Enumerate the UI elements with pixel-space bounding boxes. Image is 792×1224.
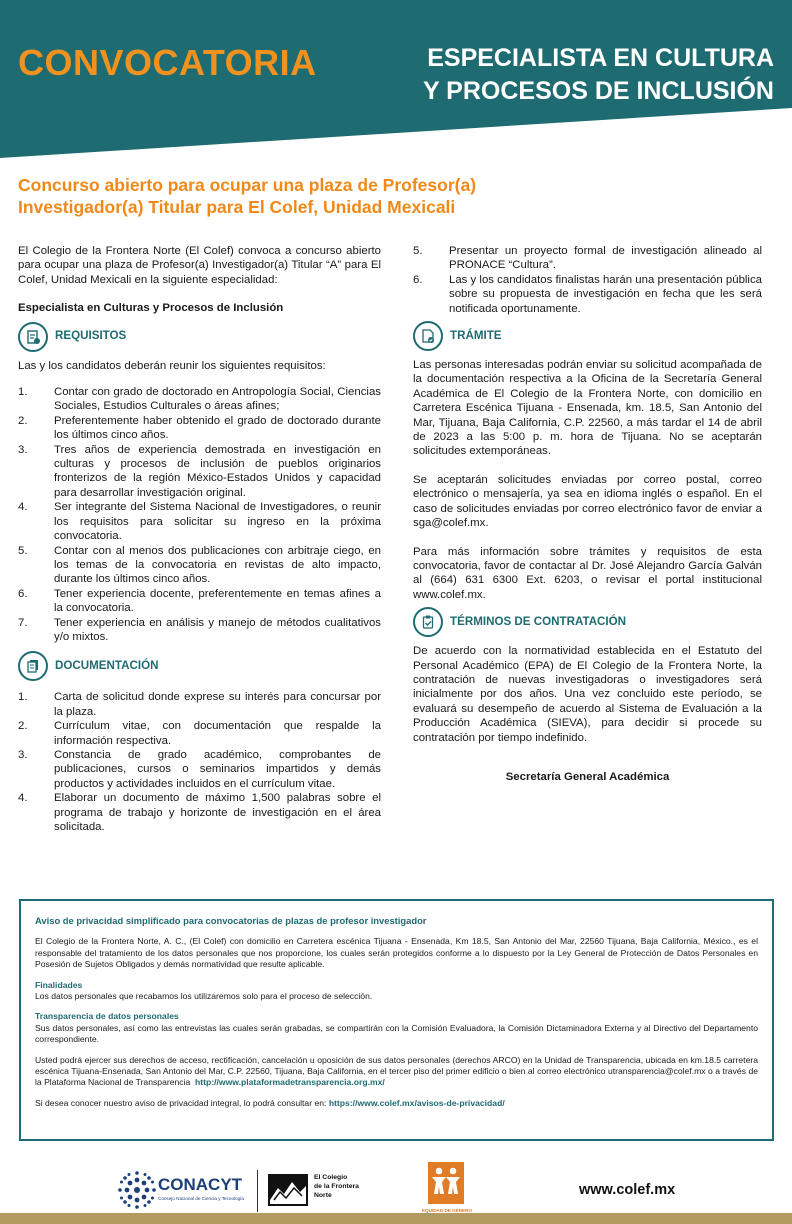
list-item-number: 4. — [18, 501, 28, 514]
privacy-heading: Aviso de privacidad simplificado para convocatorias de plazas de profesor investigador — [35, 915, 427, 926]
privacy-notice-box — [19, 899, 774, 1141]
list-item-number: 2. — [18, 720, 28, 733]
requisitos-heading — [18, 321, 381, 353]
document-check-icon — [413, 321, 443, 351]
colef-name-line2: de la Frontera — [314, 1183, 359, 1190]
colef-name-line3: Norte — [314, 1192, 332, 1199]
integral-text: Si desea conocer nuestro aviso de privacidad integral, lo podrá consultar en: — [35, 1097, 327, 1108]
equidad-label: EQUIDAD DE GÉNERO — [421, 1208, 473, 1213]
list-item-number: 4. — [18, 792, 28, 805]
colef-name-line1: El Colegio — [314, 1174, 348, 1181]
list-item-text: Contar con al menos dos publicaciones con arbitraje ciego, en los temas de la convocatoria en revistas de alto impacto, durante los últimos cinco años. — [54, 544, 381, 586]
arco-paragraph — [35, 1055, 758, 1089]
list-item — [18, 690, 381, 719]
page-title — [18, 174, 618, 218]
conacyt-name: CONACYT — [158, 1175, 243, 1194]
clipboard-check-icon — [413, 607, 443, 637]
list-item-text: Presentar un proyecto formal de investigación alineado al PRONACE “Cultura”. — [449, 245, 762, 272]
conacyt-subtitle: Consejo Nacional de Ciencia y Tecnología — [158, 1196, 244, 1201]
header-position-line1: ESPECIALISTA EN CULTURA — [427, 44, 774, 72]
list-item — [18, 500, 381, 543]
header-band — [0, 0, 792, 158]
integral-paragraph — [35, 1098, 758, 1109]
terminos-label: TÉRMINOS DE CONTRATACIÓN — [450, 614, 627, 628]
list-item — [18, 748, 381, 791]
list-item — [18, 385, 381, 414]
list-item-number: 2. — [18, 414, 28, 427]
page-title-line2: Investigador(a) Titular para El Colef, Unidad Mexicali — [18, 197, 456, 217]
list-item — [413, 244, 762, 273]
footer-gold-bar — [0, 1213, 792, 1224]
right-column — [413, 244, 762, 784]
list-item-text: Constancia de grado académico, comprobantes de publicaciones, cursos o seminarios impartidos y demás productos y actividades incluidos en el currículum vitae. — [54, 748, 381, 790]
left-column — [18, 244, 381, 834]
arco-text: Usted podrá ejercer sus derechos de acceso, rectificación, cancelación u oposición de sus datos personales (derechos ARCO) en la Unidad de Transparencia, ubicada en km.18.5 carretera escénica Tijuana-Ensenada, San Antonio del Mar, C.P. 22560, Tijuana, Baja California, en el tercer piso del primer edificio o bien al correo electrónico utransparencia@colef.mx o a través de la Plataforma Nacional de Transparencia — [35, 1054, 758, 1088]
list-item-text: Ser integrante del Sistema Nacional de Investigadores, o reunir los requisitos para solicitar su ingreso en la próxima convocatoria. — [54, 501, 381, 543]
header-title: CONVOCATORIA — [18, 42, 317, 83]
list-item — [18, 587, 381, 616]
documentacion-list — [18, 690, 381, 834]
tramite-paragraph-2: Se aceptarán solicitudes enviadas por correo postal, correo electrónico o mensajería, ya sea en idioma inglés o español. En el caso de solicitudes enviadas por correo electrónico favor de enviar a sga@colef.mx. — [413, 473, 762, 530]
documentacion-list-continued — [413, 244, 762, 316]
list-item-number: 1. — [18, 386, 28, 399]
list-item — [413, 273, 762, 316]
equidad-de-genero-logo-icon — [428, 1162, 464, 1204]
tramite-paragraph-1: Las personas interesadas podrán enviar su solicitud acompañada de la documentación respectiva a la Oficina de la Secretaría General Académica de El Colegio de la Frontera Norte, con domicilio en Carretera Escénica Tijuana - Ensenada, km. 18.5, San Antonio del Mar, Tijuana, Baja California, C.P. 22560, a más tardar el 14 de abril de 2023 a las 5:00 p. m. hora de Tijuana. No se aceptarán solicitudes extemporáneas. — [413, 359, 762, 458]
transparencia-title: Transparencia de datos personales — [35, 1011, 179, 1022]
list-item-number: 5. — [18, 544, 28, 557]
finalidades-text: Los datos personales que recabamos los utilizaremos solo para el proceso de selección. — [35, 991, 373, 1002]
checklist-icon — [18, 322, 48, 352]
list-item-number: 3. — [18, 748, 28, 761]
website-label[interactable]: www.colef.mx — [579, 1182, 676, 1198]
list-item — [18, 719, 381, 748]
list-item-text: Las y los candidatos finalistas harán una presentación pública sobre su propuesta de investigación en fecha que les será notificada oportunamente. — [449, 273, 762, 315]
tramite-label: TRÁMITE — [450, 328, 502, 342]
page-title-line1: Concurso abierto para ocupar una plaza de Profesor(a) — [18, 175, 477, 195]
list-item-text: Carta de solicitud donde exprese su interés para concursar por la plaza. — [54, 691, 381, 718]
list-item-number: 7. — [18, 616, 28, 629]
list-item-text: Tres años de experiencia demostrada en investigación en culturas y procesos de inclusión de pueblos originarios fronterizos de la región México-Estados Unidos y capacidad para desarrollar investigación original. — [54, 443, 381, 499]
requisitos-lead: Las y los candidatos deberán reunir los siguientes requisitos: — [18, 359, 326, 372]
list-item — [18, 414, 381, 443]
list-item-number: 3. — [18, 443, 28, 456]
colef-name — [314, 1173, 359, 1200]
terminos-paragraph: De acuerdo con la normatividad establecida en el Estatuto del Personal Académico (EPA) de El Colegio de la Frontera Norte, la contratación de nuevas investigadoras o investigadores será inicialmente por dos años. Una vez concluido este período, se evaluará su desempeño de acuerdo al Sistema de Evaluación a la Producción Académica (SIEVA), para decidir si procede su contratación por tiempo indefinido. — [413, 645, 762, 744]
list-item-text: Contar con grado de doctorado en Antropología Social, Ciencias Sociales, Estudios Culturales o áreas afines; — [54, 386, 381, 413]
tramite-heading — [413, 320, 762, 352]
colef-logo-icon — [268, 1174, 308, 1206]
intro-paragraph: El Colegio de la Frontera Norte (El Colef) convoca a concurso abierto para ocupar una plaza de Profesor(a) Investigador(a) Titular “A” para El Colef, Unidad Mexicali en la siguiente especialidad: — [18, 245, 381, 286]
list-item-number: 1. — [18, 691, 28, 704]
list-item-text: Tener experiencia docente, preferentemente en temas afines a la convocatoria. — [54, 587, 381, 615]
list-item — [18, 791, 381, 834]
signature: Secretaría General Académica — [505, 770, 670, 783]
header-position-line2: Y PROCESOS DE INCLUSIÓN — [423, 77, 774, 105]
header-position-title — [344, 42, 774, 108]
specialty-label: Especialista en Culturas y Procesos de Inclusión — [18, 302, 284, 315]
transparencia-text: Sus datos personales, así como las entrevistas las cuales serán grabadas, se compartirán con la Comisión Evaluadora, la Comisión Dictaminadora Externa y al Directivo del Departamento correspondiente. — [35, 1022, 758, 1045]
privacy-paragraph: El Colegio de la Frontera Norte, A. C., (El Colef) con domicilio en Carretera escénica Tijuana - Ensenada, Km 18.5, San Antonio del Mar, 22560 Tijuana, Baja California, México., es el responsable del tratamiento de los datos personales que nos proporcione, los cuales serán protegidos conforme a lo dispuesto por la Ley General de Protección de Datos Personales en Posesión de Sujetos Obligados y demás normatividad que resulte aplicable. — [35, 936, 758, 970]
list-item — [18, 616, 381, 645]
list-item-text: Tener experiencia en análisis y manejo de métodos cualitativos y/o mixtos. — [54, 616, 381, 643]
list-item-text: Elaborar un documento de máximo 1,500 palabras sobre el programa de trabajo y horizonte de investigación en el área solicitada. — [54, 792, 381, 833]
list-item — [18, 544, 381, 587]
list-item-number: 6. — [18, 587, 28, 600]
documentacion-label: DOCUMENTACIÓN — [55, 659, 159, 673]
privacy-integral-link[interactable]: https://www.colef.mx/avisos-de-privacidad/ — [328, 1097, 505, 1108]
list-item — [18, 443, 381, 501]
finalidades-title: Finalidades — [35, 979, 83, 990]
list-item-text: Currículum vitae, con documentación que respalde la información respectiva. — [54, 720, 381, 747]
documents-icon — [18, 651, 48, 681]
logo-divider — [257, 1170, 258, 1212]
list-item-text: Preferentemente haber obtenido el grado de doctorado durante los últimos cinco años. — [54, 414, 381, 442]
list-item-number: 5. — [413, 245, 423, 257]
requisitos-list — [18, 385, 381, 644]
transparencia-platform-link[interactable]: http://www.plataformadetransparencia.org.mx/ — [195, 1077, 385, 1088]
requisitos-label: REQUISITOS — [55, 329, 127, 343]
conacyt-logo-icon — [117, 1170, 157, 1210]
tramite-paragraph-3: Para más información sobre trámites y requisitos de esta convocatoria, favor de contactar al Dr. José Alejandro García Galván al (664) 631 6300 Ext. 6203, o revisar el portal institucional www.colef.mx. — [413, 545, 762, 601]
terminos-heading — [413, 606, 762, 638]
list-item-number: 6. — [413, 273, 423, 286]
documentacion-heading — [18, 650, 381, 682]
